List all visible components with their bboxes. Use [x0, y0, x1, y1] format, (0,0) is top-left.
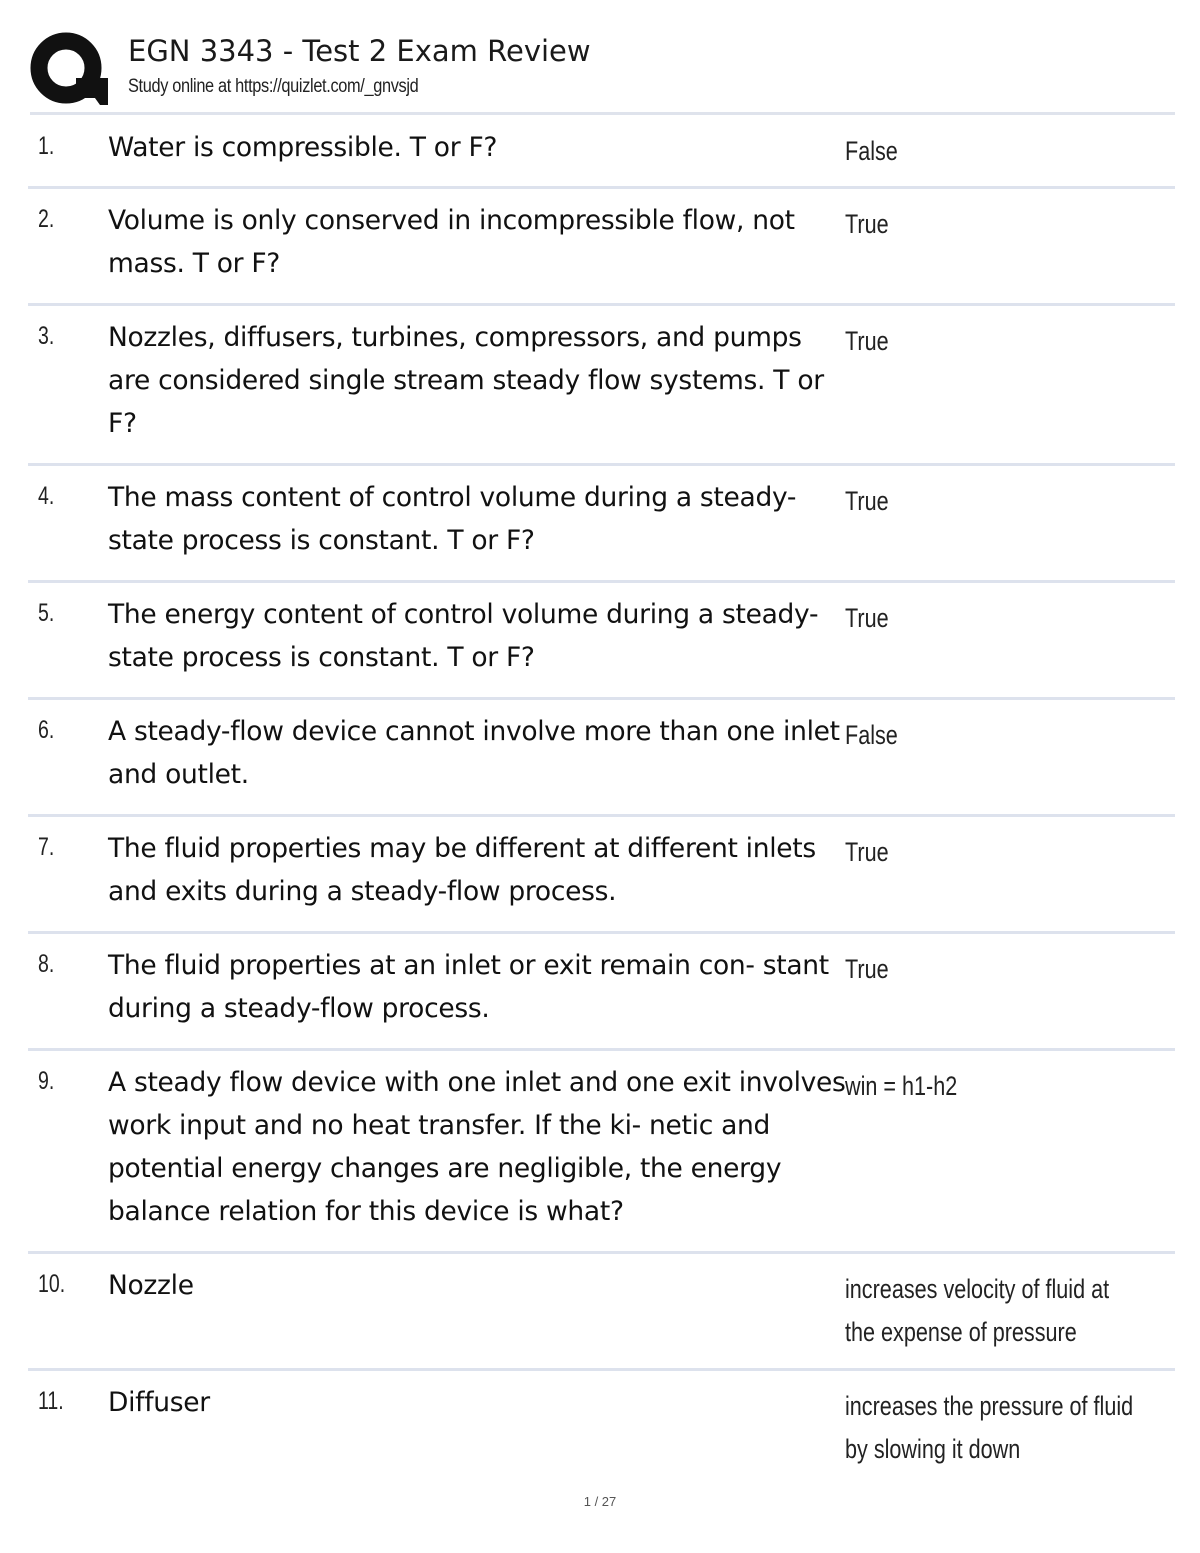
card-definition: True [845, 603, 889, 633]
card-term: Nozzle [108, 1270, 194, 1301]
card-definition: increases the pressure of fluid by slowing it down [845, 1391, 1134, 1464]
page-title: EGN 3343 - Test 2 Exam Review [128, 34, 591, 68]
card-number: 11. [38, 1387, 64, 1415]
card-definition: increases velocity of fluid at the expense of pressure [845, 1274, 1110, 1347]
card-definition: False [845, 720, 898, 750]
card-term: The mass content of control volume during a steady-state process is constant. T or F? [108, 482, 797, 556]
card-definition: win = h1-h2 [845, 1071, 958, 1101]
card-definition: True [845, 837, 889, 867]
quizlet-logo-icon [30, 30, 110, 110]
card-term: The fluid properties may be different at different inlets and exits during a steady-flow process. [108, 833, 816, 907]
study-online-link[interactable]: Study online at https://quizlet.com/_gnvsjd [128, 76, 419, 97]
flashcard-row [28, 934, 1175, 1051]
flashcard-list [28, 116, 1175, 1481]
flashcard-row [28, 466, 1175, 583]
flashcard-row [28, 1254, 1175, 1371]
card-number: 3. [38, 322, 55, 350]
card-definition: True [845, 326, 889, 356]
card-term: Nozzles, diffusers, turbines, compressors, and pumps are considered single stream steady flow systems. T or F? [108, 322, 824, 439]
card-number: 4. [38, 482, 55, 510]
card-term: The energy content of control volume during a steady-state process is constant. T or F? [108, 599, 819, 673]
card-definition: True [845, 486, 889, 516]
card-number: 6. [38, 716, 55, 744]
card-number: 1. [38, 132, 55, 160]
card-term: A steady-flow device cannot involve more than one inlet and outlet. [108, 716, 840, 790]
card-definition: True [845, 954, 889, 984]
flashcard-row [28, 116, 1175, 189]
card-number: 10. [38, 1270, 66, 1298]
flashcard-row [28, 583, 1175, 700]
card-number: 9. [38, 1067, 55, 1095]
flashcard-row [28, 817, 1175, 934]
flashcard-row [28, 306, 1175, 466]
card-term: Diffuser [108, 1387, 210, 1418]
card-term: The fluid properties at an inlet or exit remain con- stant during a steady-flow process. [108, 950, 829, 1024]
card-number: 2. [38, 205, 55, 233]
card-definition: True [845, 209, 889, 239]
flashcard-row [28, 189, 1175, 306]
card-term: A steady flow device with one inlet and one exit involves work input and no heat transfer. If the ki- netic and potential energy changes are negligible, the energy balance relation for this device is what? [108, 1067, 846, 1227]
header-divider [30, 112, 1175, 115]
document-header [30, 30, 1175, 114]
card-number: 5. [38, 599, 55, 627]
flashcard-row [28, 1051, 1175, 1254]
card-term: Water is compressible. T or F? [108, 132, 498, 163]
card-term: Volume is only conserved in incompressible flow, not mass. T or F? [108, 205, 795, 279]
flashcard-row [28, 700, 1175, 817]
card-number: 8. [38, 950, 55, 978]
flashcard-row [28, 1371, 1175, 1481]
page-number: 1 / 27 [583, 1494, 617, 1509]
card-definition: False [845, 136, 898, 166]
card-number: 7. [38, 833, 55, 861]
